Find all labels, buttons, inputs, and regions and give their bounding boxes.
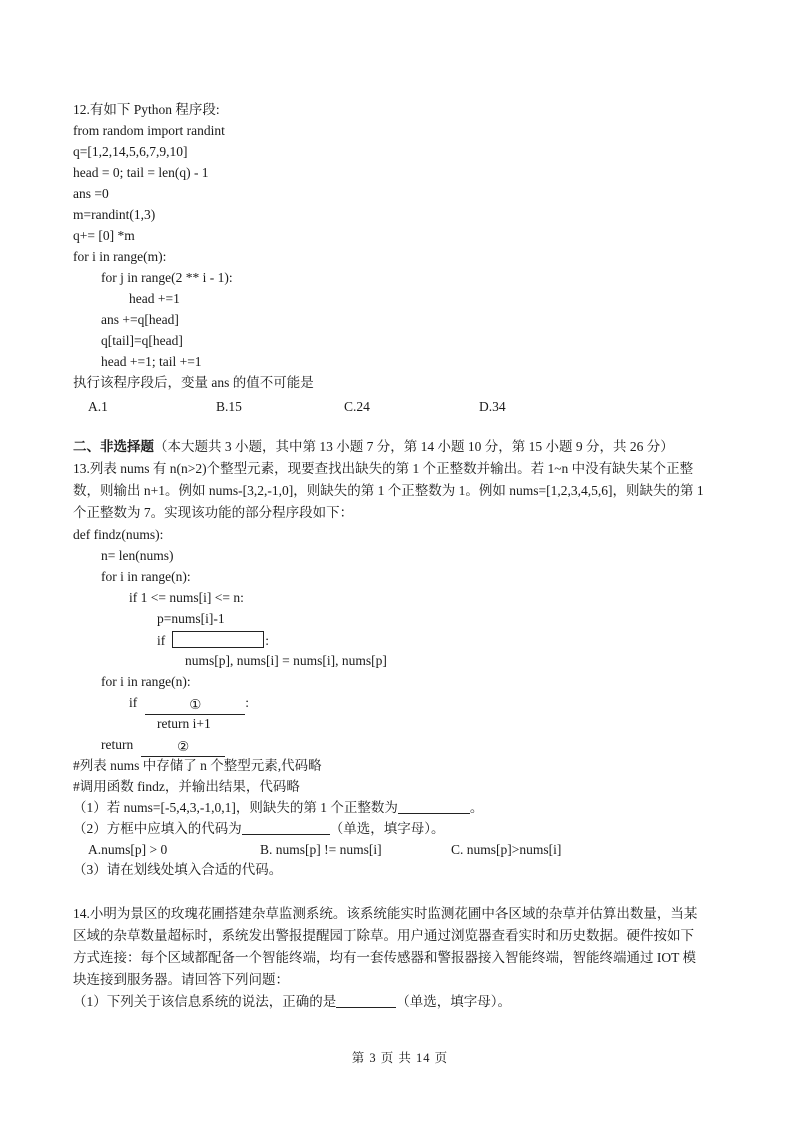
code-comment: #调用函数 findz，并输出结果，代码略	[73, 779, 300, 794]
code-line-blank1	[129, 694, 249, 715]
code-comment: #列表 nums 中存储了 n 个整型元素,代码略	[73, 758, 322, 773]
code-line: for i in range(n):	[101, 674, 191, 689]
q12-option-c: C.24	[344, 399, 370, 414]
q12-title: 12.有如下 Python 程序段:	[73, 102, 220, 117]
code-line: m=randint(1,3)	[73, 207, 156, 222]
q13-sub2-end: （单选，填字母）。	[329, 821, 445, 836]
code-line: q[tail]=q[head]	[101, 333, 183, 348]
q13-sub2	[73, 820, 445, 838]
code-line: q=[1,2,14,5,6,7,9,10]	[73, 144, 188, 159]
q13-sub2-text: （2）方框中应填入的代码为	[73, 821, 242, 836]
fill-blank-1[interactable]: ①	[145, 696, 245, 715]
code-line: q+= [0] *m	[73, 228, 135, 243]
code-line: from random import randint	[73, 123, 225, 138]
code-line: head +=1; tail +=1	[101, 354, 202, 369]
colon: :	[245, 695, 250, 710]
q13-intro: 个正整数为 7。实现该功能的部分程序段如下：	[73, 505, 354, 520]
code-line: p=nums[i]-1	[157, 611, 225, 626]
q13-sub1-end: 。	[469, 800, 484, 815]
q14-sub1-blank[interactable]	[336, 1007, 396, 1008]
code-line: for i in range(m):	[73, 249, 167, 264]
section2-title: 二、非选择题	[73, 439, 154, 454]
q13-intro: 13.列表 nums 有 n(n>2)个整型元素，现要查找出缺失的第 1 个正整数并输出。若 1~n 中没有缺失某个正整	[73, 461, 694, 476]
q13-sub1-text: （1）若 nums=[-5,4,3,-1,0,1]，则缺失的第 1 个正整数为	[73, 800, 398, 815]
q13-option-b: B. nums[p] != nums[i]	[260, 842, 382, 857]
code-line: if 1 <= nums[i] <= n:	[129, 590, 244, 605]
q12-question: 执行该程序段后，变量 ans 的值不可能是	[73, 375, 314, 390]
code-line: nums[p], nums[i] = nums[i], nums[p]	[185, 653, 387, 668]
fill-blank-2[interactable]: ②	[141, 738, 225, 757]
code-line: ans +=q[head]	[101, 312, 179, 327]
q12-option-d: D.34	[479, 399, 506, 414]
code-line: head +=1	[129, 291, 180, 306]
q12-option-b: B.15	[216, 399, 242, 414]
code-line: return i+1	[157, 716, 211, 731]
code-line: for i in range(n):	[101, 569, 191, 584]
q14-sub1-text: （1）下列关于该信息系统的说法，正确的是	[73, 994, 337, 1009]
q13-sub1	[73, 799, 483, 817]
q13-sub3: （3）请在划线处填入合适的代码。	[73, 862, 283, 877]
q14-sub1-end: （单选，填字母）。	[396, 994, 511, 1009]
code-line: ans =0	[73, 186, 109, 201]
code-line: def findz(nums):	[73, 527, 164, 542]
code-line: n= len(nums)	[101, 548, 174, 563]
q13-option-c: C. nums[p]>nums[i]	[451, 842, 562, 857]
code-line-if-box	[157, 631, 269, 650]
q13-option-a: A.nums[p] > 0	[88, 842, 168, 857]
page-footer: 第 3 页 共 14 页	[351, 1051, 449, 1065]
code-line: for j in range(2 ** i - 1):	[101, 270, 233, 285]
q12-option-a: A.1	[88, 399, 108, 414]
code-line-blank2	[101, 736, 225, 757]
q13-sub1-blank[interactable]	[398, 813, 470, 814]
if-keyword: if	[157, 633, 166, 648]
colon: :	[265, 633, 270, 648]
if-keyword: if	[129, 695, 138, 710]
q13-intro: 数，则输出 n+1。例如 nums-[3,2,-1,0]，则缺失的第 1 个正整数为 1。例如 nums=[1,2,3,4,5,6]，则缺失的第 1	[73, 483, 704, 498]
section2-heading	[73, 438, 674, 456]
q14-sub1	[73, 993, 511, 1011]
q14-intro: 14.小明为景区的玫瑰花圃搭建杂草监测系统。该系统能实时监测花圃中各区域的杂草并估算出数量，当某	[73, 906, 698, 921]
q14-intro: 区域的杂草数量超标时，系统发出警报提醒园丁除草。用户通过浏览器查看实时和历史数据。硬件按如下	[73, 928, 694, 943]
section2-note: （本大题共 3 小题，其中第 13 小题 7 分，第 14 小题 10 分，第 15 小题 9 分，共 26 分）	[154, 439, 674, 454]
answer-box[interactable]	[172, 631, 264, 648]
code-line: head = 0; tail = len(q) - 1	[73, 165, 209, 180]
q13-sub2-blank[interactable]	[242, 834, 330, 835]
q14-intro: 块连接到服务器。请回答下列问题：	[73, 972, 289, 987]
return-keyword: return	[101, 737, 134, 752]
q14-intro: 方式连接：每个区域都配备一个智能终端，均有一套传感器和警报器接入智能终端，智能终端通过 IOT 模	[73, 950, 696, 965]
